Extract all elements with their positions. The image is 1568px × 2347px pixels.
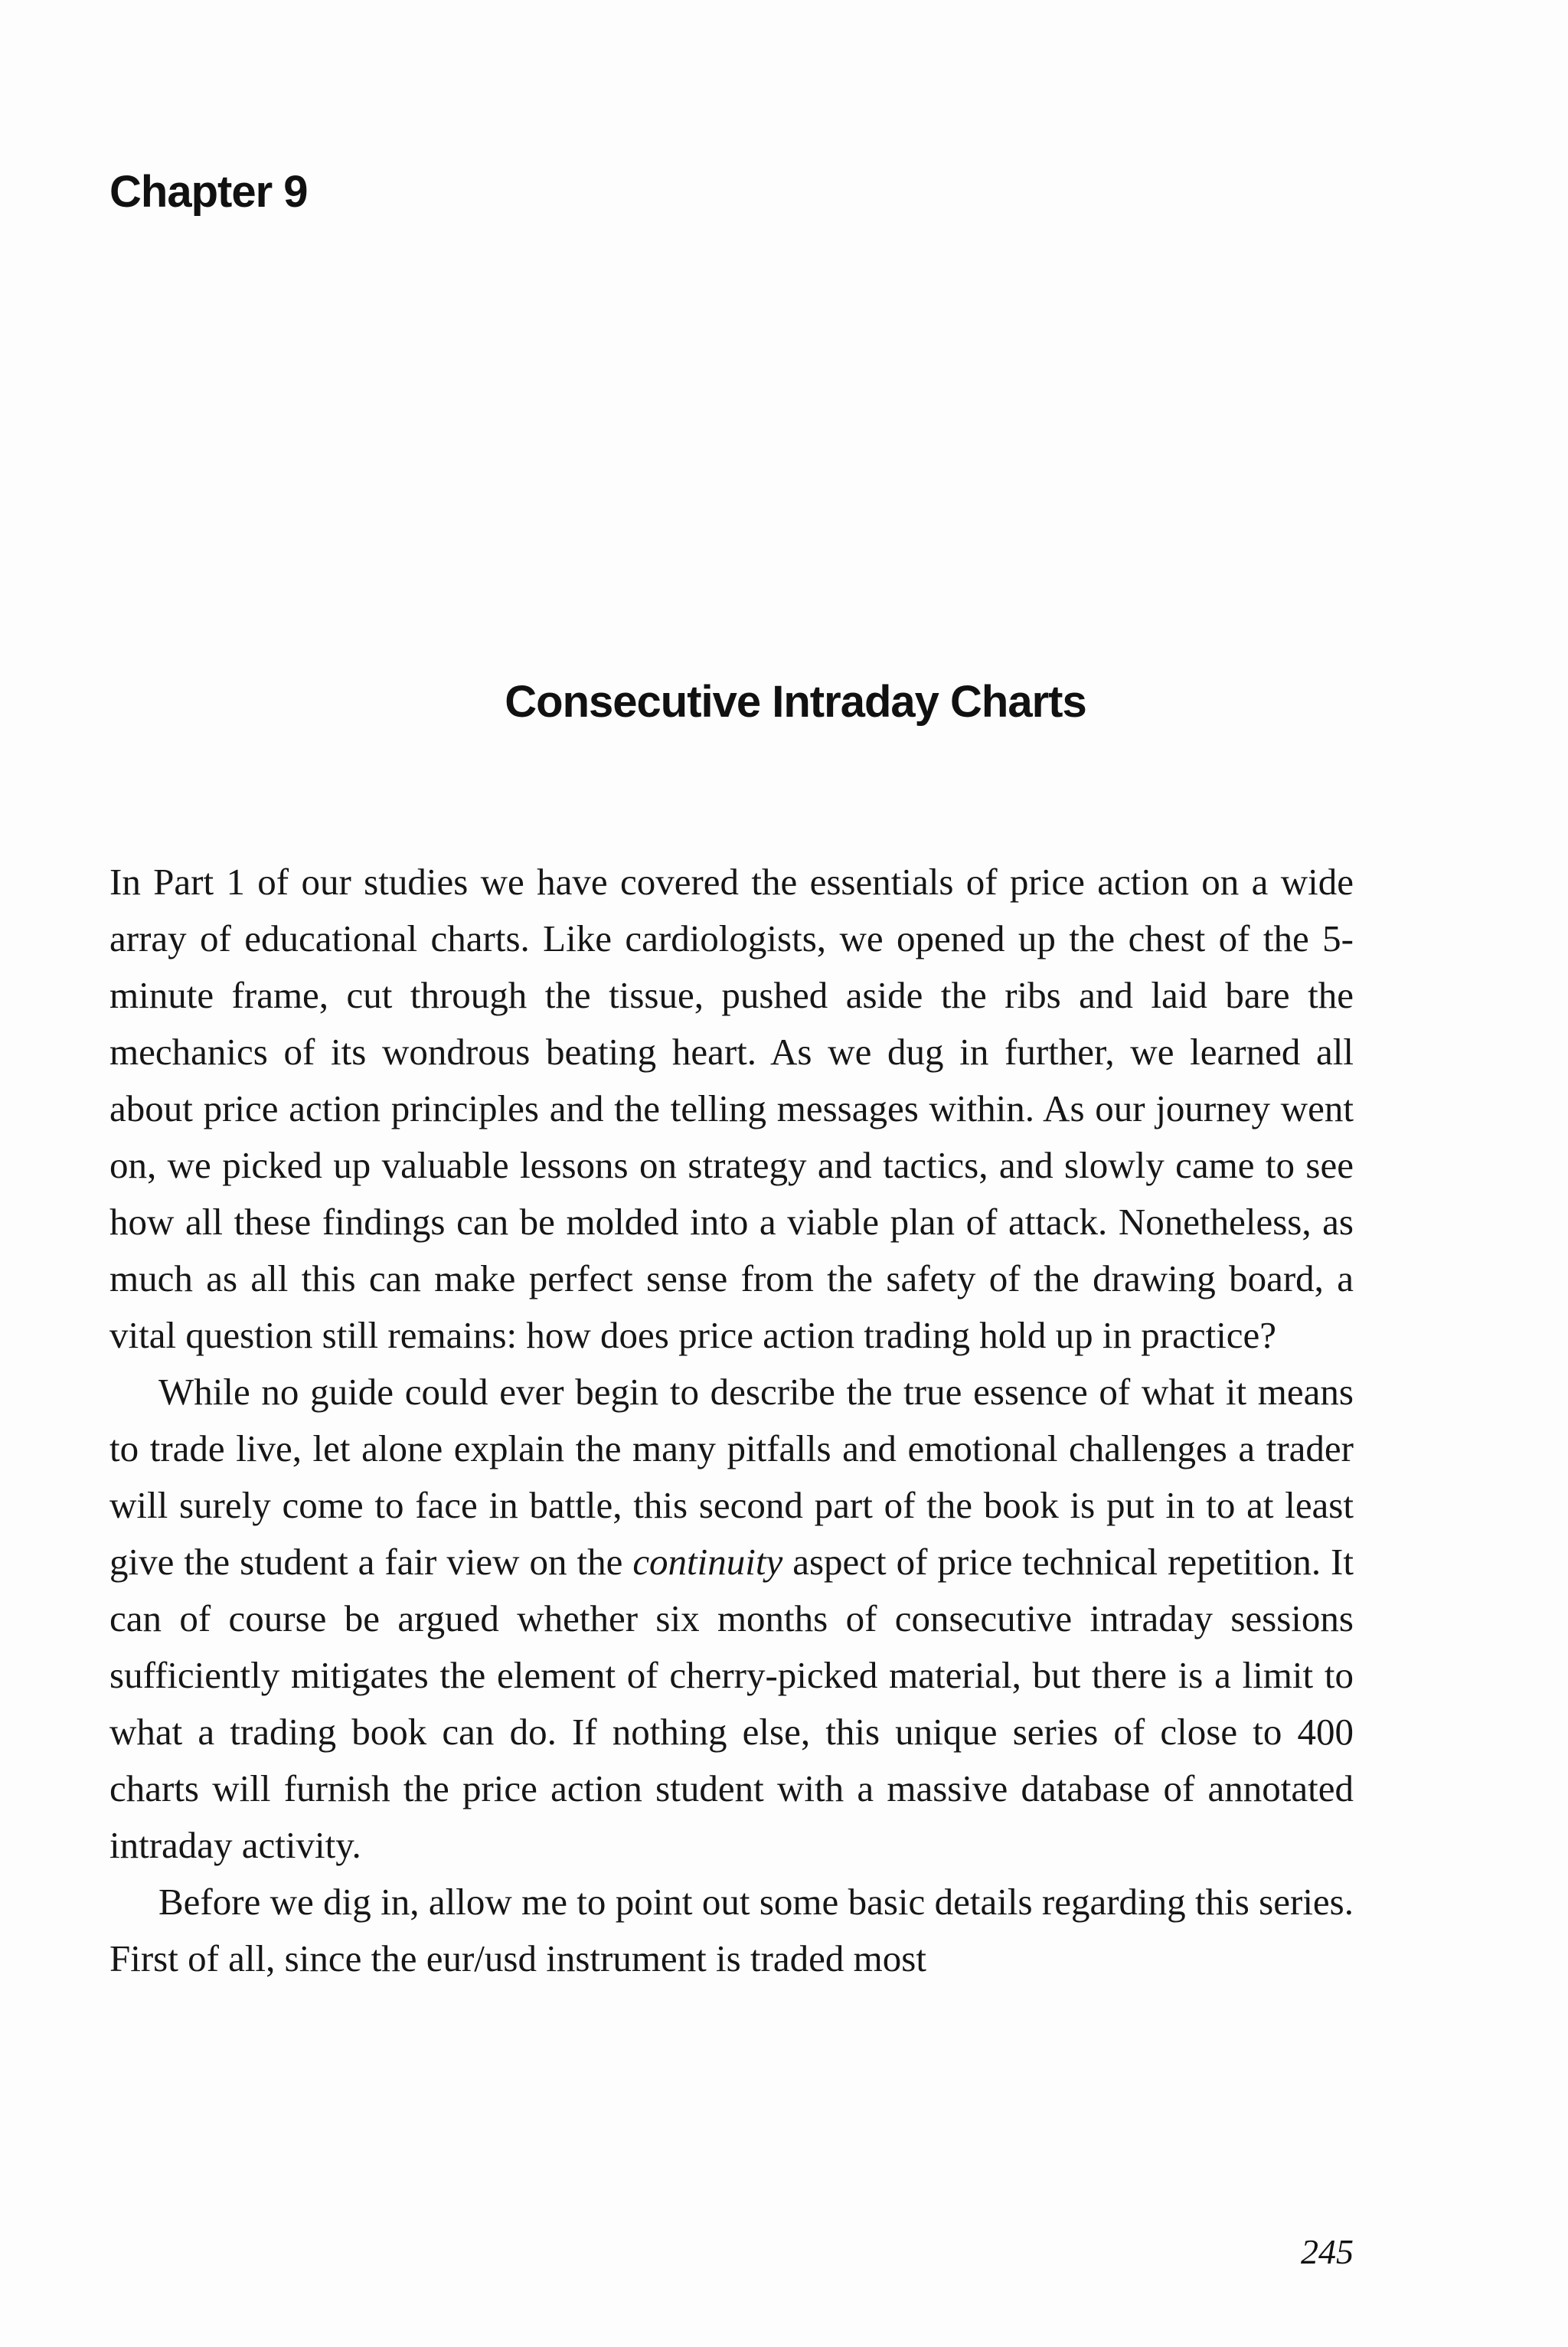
paragraph-2 (109, 1364, 1354, 1874)
paragraph-2-start: While no guide could ever begin to describe the true essence of what it means to trade live, let alone explain the many pitfalls and emotional challenges a trader will surely come to face in battle, this second part of the book is put in to at least give the student a fair view on the (109, 1371, 1354, 1583)
body-text (109, 854, 1354, 1987)
paragraph-3: Before we dig in, allow me to point out some basic details regarding this series. First of all, since the eur/usd instrument is traded most (109, 1881, 1354, 1979)
chapter-label: Chapter 9 (109, 167, 308, 217)
chapter-title: Consecutive Intraday Charts (505, 677, 1086, 727)
paragraph-2-end: aspect of price technical repetition. It can of course be argued whether six months of consecutive intraday sessions sufficiently mitigates the element of cherry-picked material, but there is a limit to what a trading book can do. If nothing else, this unique series of close to 400 charts will furnish the price action student with a massive database of annotated intraday activity. (109, 1541, 1354, 1866)
page-number: 245 (1301, 2232, 1354, 2271)
paragraph-1: In Part 1 of our studies we have covered the essentials of price action on a wide array of educational charts. Like cardiologists, we opened up the chest of the 5-minute frame, cut through the tissue, pushed aside the ribs and laid bare the mechanics of its wondrous beating heart. As we dug in further, we learned all about price action principles and the telling messages within. As our journey went on, we picked up valuable lessons on strategy and tactics, and slowly came to see how all these findings can be molded into a viable plan of attack. Nonetheless, as much as all this can make perfect sense from the safety of the drawing board, a vital question still remains: how does price action trading hold up in practice? (109, 861, 1354, 1356)
paragraph-2-emphasis: continuity (632, 1541, 783, 1583)
